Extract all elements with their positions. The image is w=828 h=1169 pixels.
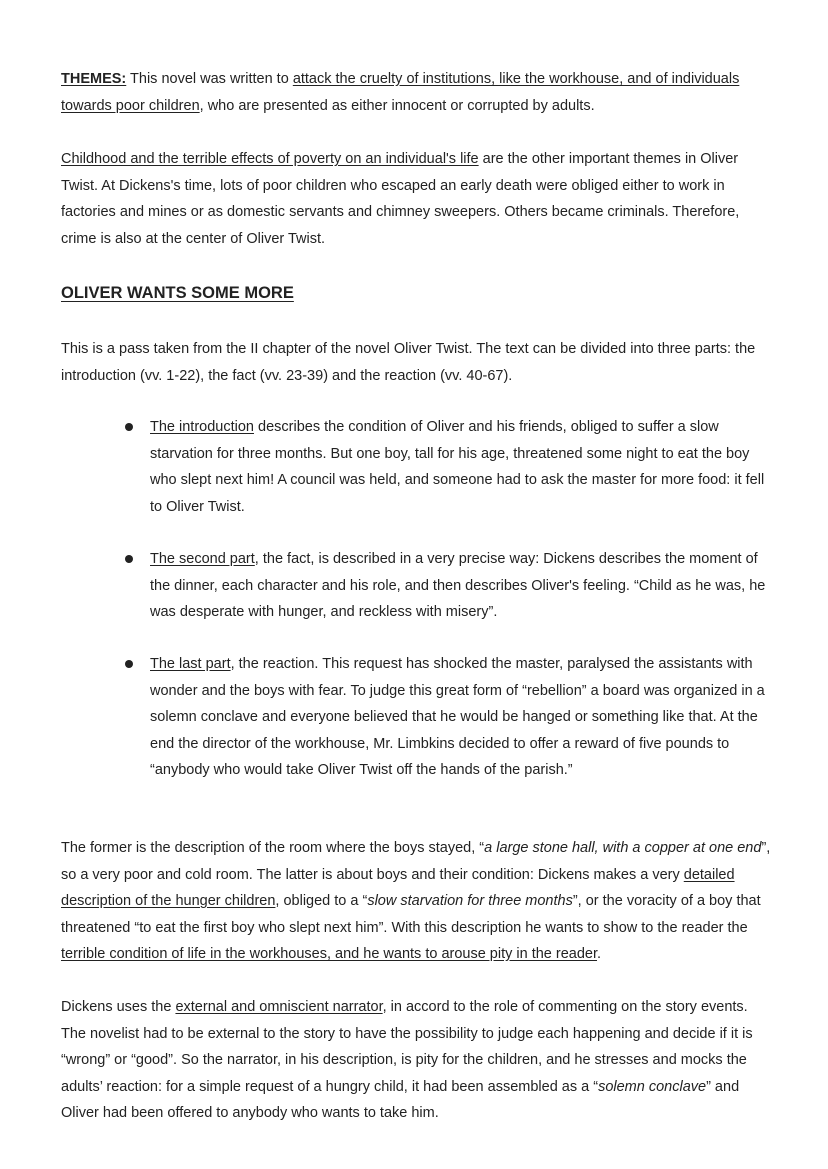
narrator-text-3: ” and Oliver had been offered to anybody who wants to take him. (61, 1078, 740, 1121)
former-underlined-1: detailed description of the hunger children (61, 866, 735, 909)
bullet-text: describes the condition of Oliver and his friends, obliged to suffer a slow starvation for three months. But one boy, tall for his age, threatened some night to eat the boy who slept next him! A council was held, and someone had to ask the master for more food: it fell to Oliver Twist. (150, 419, 765, 515)
themes-text-1: This novel was written to (126, 71, 293, 87)
former-text-5: . (597, 946, 602, 962)
bullet-item-introduction (150, 414, 775, 520)
intro-paragraph: This is a pass taken from the II chapter of the novel Oliver Twist. The text can be divided into three parts: the introduction (vv. 1-22), the fact (vv. 23-39) and the reaction (vv. 40-67). (61, 341, 756, 384)
former-text-3: , obliged to a “ (275, 893, 368, 909)
bullet-underlined-text: The introduction (150, 419, 254, 435)
bullet-dot-icon (125, 423, 133, 431)
bullet-text: , the fact, is described in a very precise way: Dickens describes the moment of the dinner, each character and his role, and then describes Oliver's feeling. “Child as he was, he was desperate with hunger, and reckless with misery”. (150, 551, 766, 620)
themes-paragraph (61, 66, 773, 119)
childhood-paragraph (61, 146, 773, 252)
childhood-underlined-text: Childhood and the terrible effects of poverty on an individual's life (61, 151, 479, 167)
childhood-text: are the other important themes in Oliver Twist. At Dickens's time, lots of poor children who escaped an early death were obliged either to work in factories and mines or as domestic servants and chimney sweepers. Others became criminals. Therefore, crime is also at the center of Oliver Twist. (61, 151, 740, 247)
bullet-item-last-part (150, 651, 775, 784)
themes-text-2: , who are presented as either innocent or corrupted by adults. (199, 97, 595, 114)
themes-underlined-text: attack the cruelty of institutions, like the workhouse, and of individuals towards poor children (61, 71, 740, 114)
narrator-paragraph (61, 994, 773, 1127)
former-text-2: ”, so a very poor and cold room. The latter is about boys and their condition: Dickens makes a very (61, 840, 771, 883)
bullet-underlined-text: The second part (150, 551, 255, 567)
former-text-4: ”, or the voracity of a boy that threatened “to eat the first boy who slept next him”. With this description he wants to show to the reader the (61, 893, 761, 936)
narrator-text-1: Dickens uses the (61, 999, 176, 1015)
former-underlined-2: terrible condition of life in the workhouses, and he wants to arouse pity in the reader (61, 946, 598, 962)
bullet-dot-icon (125, 555, 133, 563)
themes-label: THEMES: (61, 71, 127, 87)
bullet-dot-icon (125, 660, 133, 668)
bullet-underlined-text: The last part (150, 656, 231, 672)
bullet-item-second-part (150, 546, 775, 626)
former-italic-2: slow starvation for three months (367, 893, 573, 909)
narrator-underlined: external and omniscient narrator (175, 999, 383, 1015)
former-text-1: The former is the description of the room where the boys stayed, “ (61, 840, 485, 856)
section-heading: OLIVER WANTS SOME MORE (61, 284, 294, 302)
former-italic-1: a large stone hall, with a copper at one end (484, 840, 762, 856)
narrator-text-2: , in accord to the role of commenting on the story events. The novelist had to be external to the story to have the possibility to judge each happening and decide if it is “wrong” or “good”. So the narrator, in his description, is pity for the children, and he stresses and mocks the adults’ reaction: for a simple request of a hungry child, it had been assembled as a “ (61, 999, 753, 1095)
former-paragraph (61, 835, 773, 968)
bullet-text: , the reaction. This request has shocked the master, paralysed the assistants with wonder and the boys with fear. To judge this great form of “rebellion” a board was organized in a solemn conclave and everyone believed that he would be hanged or something like that. At the end the director of the workhouse, Mr. Limbkins decided to offer a reward of five pounds to “anybody who would take Oliver Twist off the hands of the parish.” (150, 656, 765, 778)
narrator-italic: solemn conclave (598, 1078, 707, 1095)
